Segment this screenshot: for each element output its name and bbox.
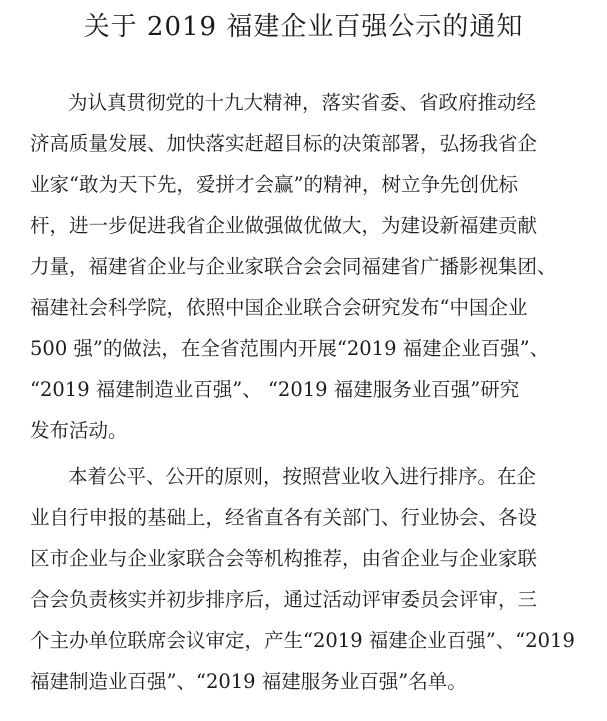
document-title: 关于 2019 福建企业百强公示的通知: [83, 12, 524, 42]
paragraph-1-line-1: 为认真贯彻党的十九大精神，落实省委、省政府推动经: [68, 91, 537, 114]
paragraph-1-line-9: 发布活动。: [30, 419, 128, 442]
paragraph-2-line-4: 合会负责核实并初步排序后，通过活动评审委员会评审，三: [30, 588, 538, 611]
paragraph-2-line-2: 业自行申报的基础上，经省直各有关部门、行业协会、各设: [30, 506, 538, 529]
paragraph-2-line-1: 本着公平、公开的原则，按照营业收入进行排序。在企: [68, 465, 537, 488]
paragraph-1-line-2: 济高质量发展、加快落实赶超目标的决策部署，弘扬我省企: [30, 132, 538, 155]
paragraph-1-line-7: 500 强”的做法，在全省范围内开展“2019 福建企业百强”、: [30, 337, 550, 360]
paragraph-2-line-6: 福建制造业百强”、“2019 福建服务业百强”名单。: [30, 670, 467, 693]
paragraph-1-line-6: 福建社会科学院，依照中国企业联合会研究发布“中国企业: [30, 296, 528, 319]
paragraph-1-line-4: 杆，进一步促进我省企业做强做优做大，为建设新福建贡献: [30, 214, 538, 237]
paragraph-2-line-3: 区市企业与企业家联合会等机构推荐，由省企业与企业家联: [30, 547, 538, 570]
paragraph-1-line-5: 力量，福建省企业与企业家联合会会同福建省广播影视集团、: [30, 255, 557, 278]
paragraph-1-line-8: “2019 福建制造业百强”、 “2019 福建服务业百强”研究: [30, 378, 520, 401]
paragraph-2-line-5: 个主办单位联席会议审定，产生“2019 福建企业百强”、“2019: [30, 629, 575, 652]
paragraph-1-line-3: 业家“敢为天下先，爱拼才会赢”的精神，树立争先创优标: [30, 173, 518, 196]
